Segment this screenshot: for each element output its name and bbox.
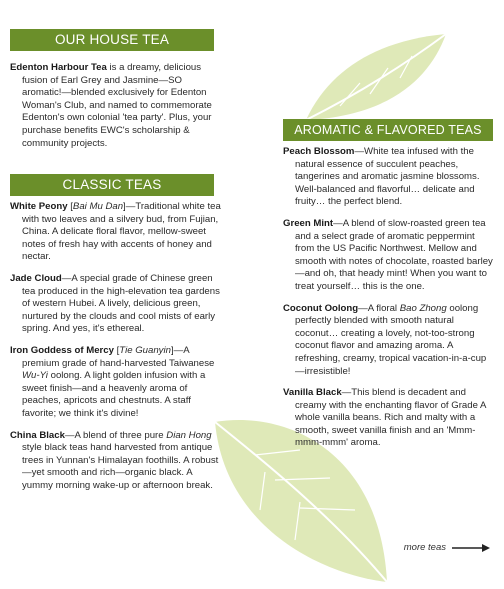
tea-entry: Iron Goddess of Mercy [Tie Guanyin]—A premium grade of hand-harvested Taiwanese Wu-Yi oolong. A light golden infusion with a sweet finish—and a heavenly aroma of peaches, apricots and chestnuts. A staff favorite; we think it's divine! <box>10 344 215 419</box>
tea-variety: Bao Zhong <box>399 302 447 314</box>
classic-teas-heading: CLASSIC TEAS <box>10 174 214 196</box>
classic-teas-section <box>10 201 222 501</box>
tea-description: oolong perfectly blended with smooth natural coconut… creating a lovely, not-too-strong coconut flavor and amazing aroma. A refreshing, creamy, tropical vacation-in-a-cup—irresistible! <box>295 302 487 377</box>
tea-entry <box>283 218 493 294</box>
tea-description: —White tea infused with the natural essence of succulent peaches, tangerines and aromatic jasmine blossoms. Well-balanced and flavorful… delicate and fruity… the perfect blend. <box>295 146 480 208</box>
tea-entry: White Peony [Bai Mu Dan]—Traditional white tea with two leaves and a silvery bud, from Fujian, China. A delicate floral flavor, mellow-sweet notes of fresh hay with accents of honey and nectar. <box>10 201 221 263</box>
tea-description: —Traditional white tea with two leaves and a silvery bud, from Fujian, China. A delicate floral flavor, mellow-sweet notes of fresh hay with accents of honey and nectar. <box>22 201 221 263</box>
tea-entry <box>283 303 493 379</box>
tea-entry <box>283 387 493 450</box>
tea-name: Jade Cloud <box>10 272 62 284</box>
tea-alt-name: Bai Mu Dan <box>72 201 124 212</box>
tea-name: Iron Goddess of Mercy <box>10 344 114 356</box>
tea-name: Edenton Harbour Tea <box>10 62 107 73</box>
tea-entry <box>283 146 493 209</box>
tea-description: —A special grade of Chinese green tea produced in the high-elevation tea gardens of western Hubei. A lively, delicious green, nurtured by the clouds and cool mists of early spring. And yes, it's ethereal. <box>22 272 220 335</box>
tea-alt-name: Tie Guanyin <box>119 344 171 356</box>
tea-variety: Dian Hong <box>166 429 212 441</box>
tea-description: oolong. A light golden infusion with a sweet finish—and a heavenly aroma of peaches, apricots and chestnuts. A staff favorite; we think it's divine! <box>22 370 206 419</box>
tea-description: —A blend of three pure <box>64 429 167 441</box>
tea-description: —A blend of slow-roasted green tea and a select grade of aromatic peppermint from the US Pacific Northwest. Mellow and smooth with notes of chocolate, roasted barley—and oh, that heady mint! When you want to treat yourself… this is the one. <box>295 217 493 292</box>
more-teas-link[interactable] <box>404 542 490 553</box>
aromatic-teas-heading: AROMATIC & FLAVORED TEAS <box>283 119 493 141</box>
tea-entry <box>10 62 222 150</box>
tea-name: Green Mint <box>283 217 334 229</box>
tea-name: Coconut Oolong <box>283 302 359 314</box>
leaf-illustration-top <box>300 28 450 128</box>
tea-entry <box>10 273 222 336</box>
house-tea-section <box>10 62 222 159</box>
tea-name: China Black <box>10 429 65 441</box>
tea-name: Peach Blossom <box>283 146 355 157</box>
tea-description: —This blend is decadent and creamy with the enchanting flavor of Grade A whole vanilla beans. Rich and malty with a smooth, sweet vanilla finish and an 'Mmm-mmm-mmm' aroma. <box>295 387 486 449</box>
aromatic-teas-section <box>283 146 493 459</box>
tea-description: —A floral <box>358 302 400 314</box>
tea-variety: Wu-Yi <box>22 370 48 382</box>
tea-name: White Peony <box>10 201 68 212</box>
arrow-right-icon <box>452 543 490 553</box>
tea-description: style black teas hand harvested from antique trees in Yunnan's Himalayan foothills. A robust—yet smooth and rich—organic black. A yummy morning wake-up or afternoon break. <box>22 442 219 491</box>
more-teas-label: more teas <box>403 542 446 553</box>
tea-description: —A premium grade of hand-harvested Taiwanese <box>22 344 215 369</box>
house-tea-heading: OUR HOUSE TEA <box>10 29 214 51</box>
tea-entry <box>10 430 222 493</box>
tea-description: is a dreamy, delicious fusion of Earl Grey and Jasmine—SO aromatic!—blended exclusively for Edenton Woman's Club, and named to commemorate Edenton's own colonial 'tea party'. Plus, your purchase benefits EWC's scholarship & community projects. <box>22 62 212 149</box>
tea-name: Vanilla Black <box>283 387 342 399</box>
